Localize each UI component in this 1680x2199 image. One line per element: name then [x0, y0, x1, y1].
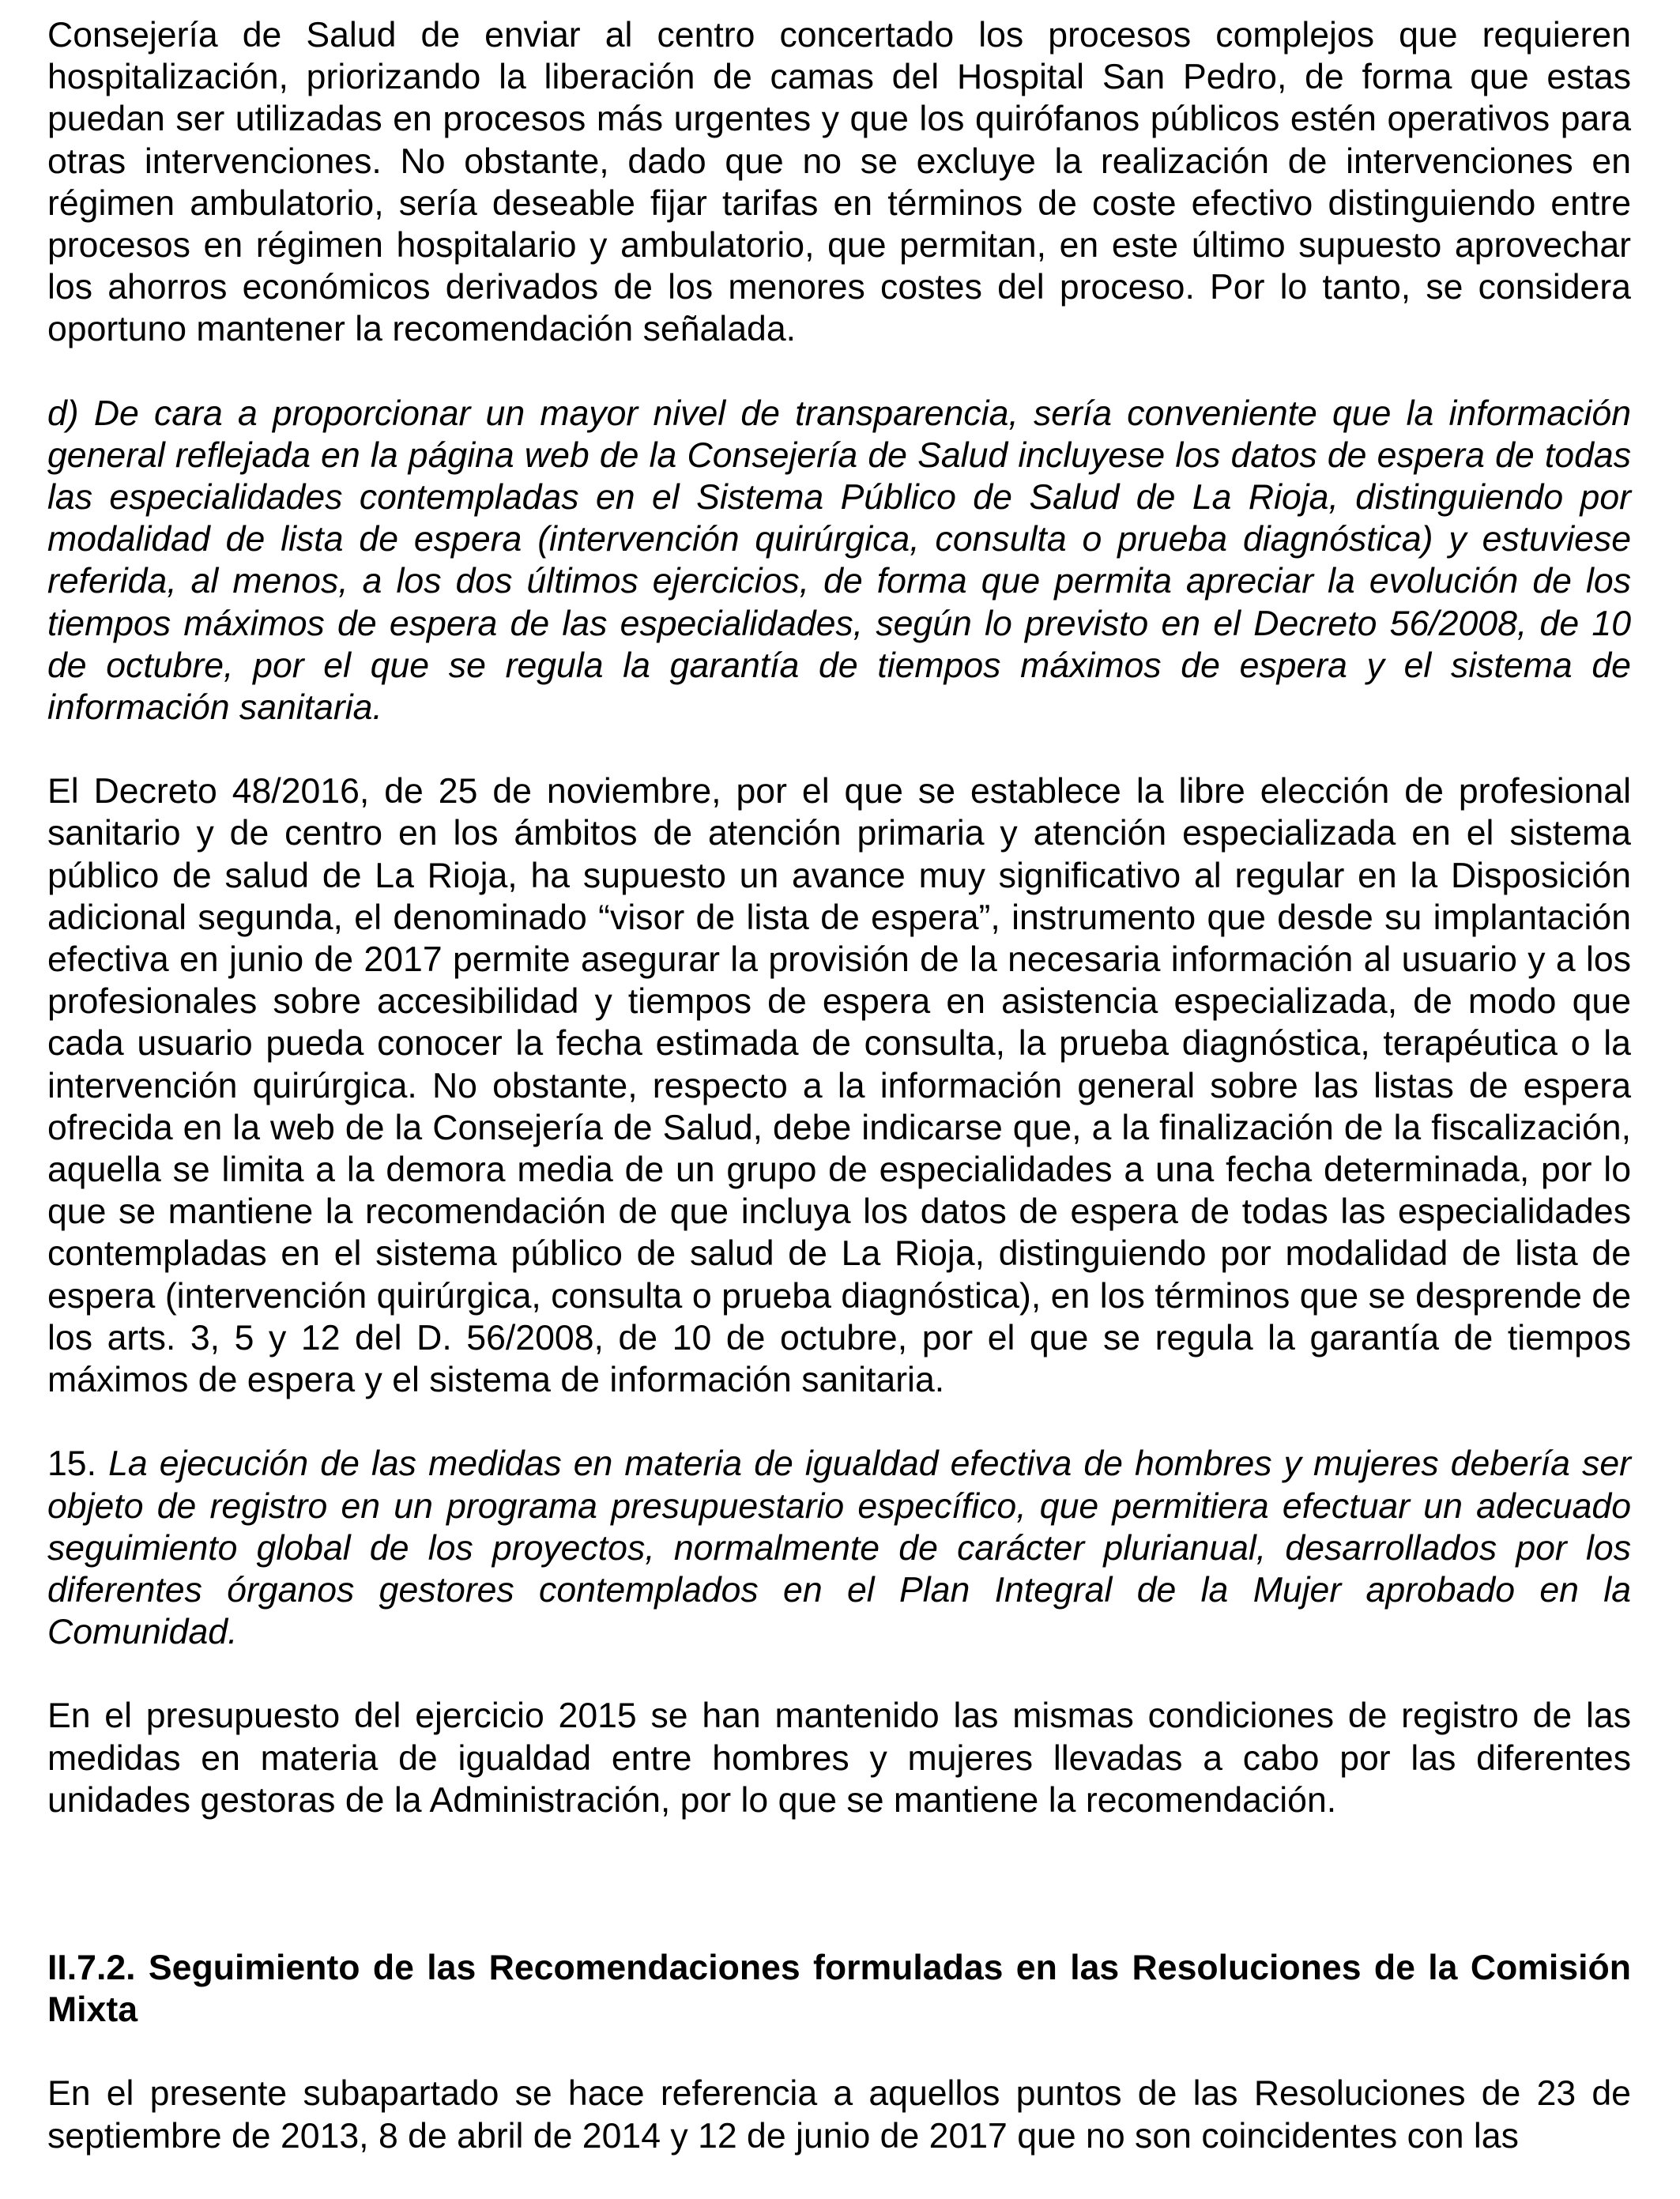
paragraph-presente-subapartado: En el presente subapartado se hace referencia a aquellos puntos de las Resoluciones de 23 de septiembre de 2013, 8 de abril de 2014 y 12 de junio de 2017 que no son coincidentes con las [47, 2074, 1631, 2156]
recommendation-15-igualdad [47, 1443, 1631, 1653]
recommendation-15-text: La ejecución de las medidas en materia de igualdad efectiva de hombres y mujeres debería ser objeto de registro en un programa presupuestario específico, que permitiera efectuar un adecuado seguimiento global de los proyectos, normalmente de carácter plurianual, desarrollados por los diferentes órganos gestores contemplados en el Plan Integral de la Mujer aprobado en la Comunidad. [47, 1444, 1631, 1652]
section-heading-ii-7-2: II.7.2. Seguimiento de las Recomendaciones formuladas en las Resoluciones de la Comisión Mixta [47, 1948, 1631, 2030]
recommendation-number: 15. [47, 1444, 96, 1484]
section-spacer [47, 1863, 1631, 1947]
paragraph-decreto-48-2016: El Decreto 48/2016, de 25 de noviembre, por el que se establece la libre elección de profesional sanitario y de centro en los ámbitos de atención primaria y atención especializada en el sistema público de salud de La Rioja, ha supuesto un avance muy significativo al regular en la Disposición adicional segunda, el denominado “visor de lista de espera”, instrumento que desde su implantación efectiva en junio de 2017 permite asegurar la provisión de la necesaria información al usuario y a los profesionales sobre accesibilidad y tiempos de espera en asistencia especializada, de modo que cada usuario pueda conocer la fecha estimada de consulta, la prueba diagnóstica, terapéutica o la intervención quirúrgica. No obstante, respecto a la información general sobre las listas de espera ofrecida en la web de la Consejería de Salud, debe indicarse que, a la finalización de la fiscalización, aquella se limita a la demora media de un grupo de especialidades a una fecha determinada, por lo que se mantiene la recomendación de que incluya los datos de espera de todas las especialidades contempladas en el sistema público de salud de La Rioja, distinguiendo por modalidad de lista de espera (intervención quirúrgica, consulta o prueba diagnóstica), en los términos que se desprende de los arts. 3, 5 y 12 del D. 56/2008, de 10 de octubre, por el que se regula la garantía de tiempos máximos de espera y el sistema de información sanitaria. [47, 772, 1631, 1400]
recommendation-d-transparency: d) De cara a proporcionar un mayor nivel de transparencia, sería conveniente que la información general reflejada en la página web de la Consejería de Salud incluyese los datos de espera de todas las especialidades contempladas en el Sistema Público de Salud de La Rioja, distinguiendo por modalidad de lista de espera (intervención quirúrgica, consulta o prueba diagnóstica) y estuviese referida, al menos, a los dos últimos ejercicios, de forma que permita apreciar la evolución de los tiempos máximos de espera de las especialidades, según lo previsto en el Decreto 56/2008, de 10 de octubre, por el que se regula la garantía de tiempos máximos de espera y el sistema de información sanitaria. [47, 393, 1631, 728]
document-page [47, 14, 1631, 2199]
paragraph-presupuesto-2015: En el presupuesto del ejercicio 2015 se han mantenido las mismas condiciones de registro de las medidas en materia de igualdad entre hombres y mujeres llevadas a cabo por las diferentes unidades gestoras de la Administración, por lo que se mantiene la recomendación. [47, 1696, 1631, 1820]
paragraph-consejeria-salud: Consejería de Salud de enviar al centro concertado los procesos complejos que requieren hospitalización, priorizando la liberación de camas del Hospital San Pedro, de forma que estas puedan ser utilizadas en procesos más urgentes y que los quirófanos públicos estén operativos para otras intervenciones. No obstante, dado que no se excluye la realización de intervenciones en régimen ambulatorio, sería deseable fijar tarifas en términos de coste efectivo distinguiendo entre procesos en régimen hospitalario y ambulatorio, que permitan, en este último supuesto aprovechar los ahorros económicos derivados de los menores costes del proceso. Por lo tanto, se considera oportuno mantener la recomendación señalada. [47, 16, 1631, 349]
